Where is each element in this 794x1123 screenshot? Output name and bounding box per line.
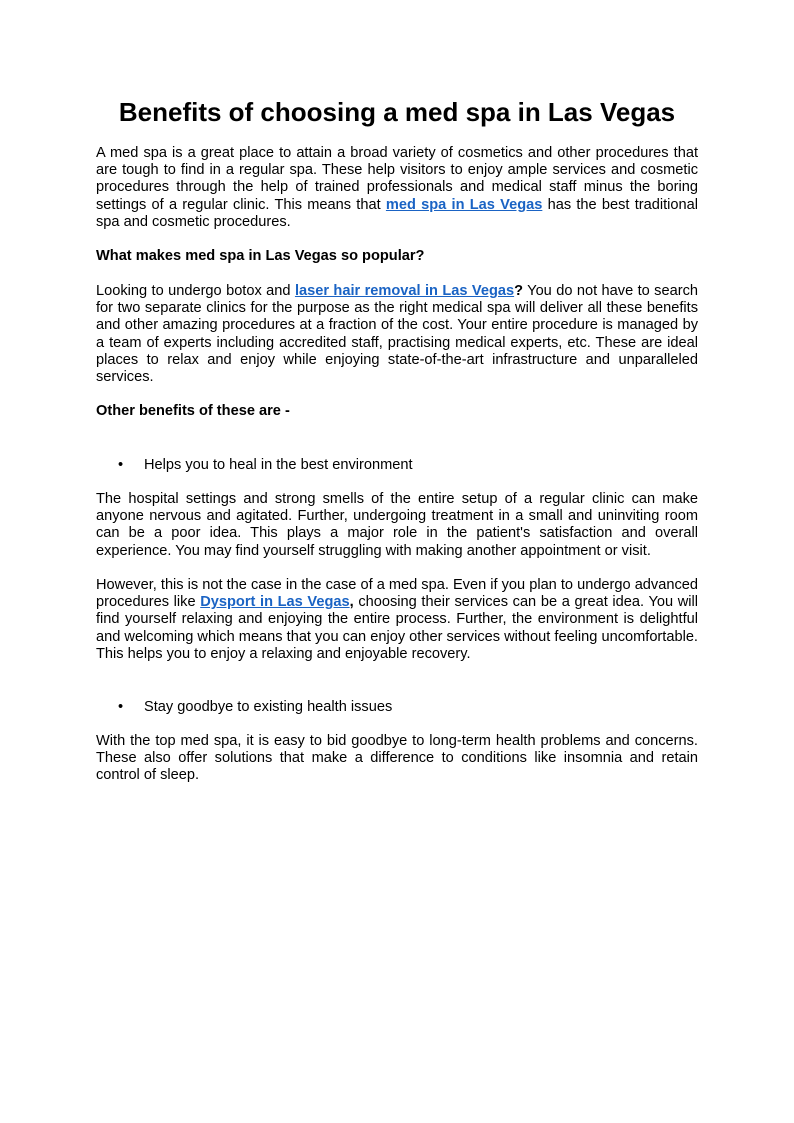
- text: Looking to undergo botox and: [96, 283, 295, 299]
- popular-paragraph: [96, 283, 698, 386]
- text: A med spa is a great place to attain a broad variety of cosmetics and other procedures that are tough to find in a regular spa. These help visitors to enjoy ample services and cosmetic procedures through the help of trained professionals and medical staff minus the boring settings of a regular clinic. This means that: [96, 145, 698, 213]
- hospital-paragraph: The hospital settings and strong smells of the entire setup of a regular clinic can make anyone nervous and agitated. Further, undergoing treatment in a small and uninviting room can be a poor idea. This plays a major role in the patient's satisfaction and overall experience. You may find yourself struggling with making another appointment or visit.: [96, 491, 698, 559]
- text: has the best traditional spa and cosmetic procedures.: [96, 196, 698, 230]
- dysport-link[interactable]: Dysport in Las Vegas: [200, 594, 350, 611]
- bullet-item: [118, 457, 413, 474]
- page-title: Benefits of choosing a med spa in Las Vegas: [118, 97, 676, 127]
- bullet-item: [118, 699, 392, 716]
- text: choosing their services can be a great idea. You will find yourself relaxing and enjoying the entire process. Further, the environment is delightful and welcoming which means that you can enjoy other services without feeling uncomfortable. This helps you to enjoy a relaxing and enjoyable recovery.: [96, 594, 698, 662]
- health-paragraph: With the top med spa, it is easy to bid goodbye to long-term health problems and concerns. These also offer solutions that make a difference to conditions like insomnia and retain control of sleep.: [96, 733, 698, 784]
- laser-hair-removal-link[interactable]: laser hair removal in Las Vegas: [294, 283, 515, 299]
- section-heading-popular: What makes med spa in Las Vegas so popular?: [96, 248, 425, 264]
- section-heading-benefits: Other benefits of these are -: [96, 403, 290, 419]
- question-mark: ?: [514, 283, 524, 299]
- however-paragraph: [96, 577, 698, 663]
- bullet-text: Helps you to heal in the best environment: [144, 457, 413, 473]
- bullet-text: Stay goodbye to existing health issues: [144, 699, 393, 715]
- bullet-icon: •: [118, 699, 124, 715]
- bullet-icon: •: [118, 457, 124, 473]
- med-spa-link[interactable]: med spa in Las Vegas: [385, 196, 543, 213]
- comma: ,: [349, 594, 354, 611]
- text: However, this is not the case in the case of a med spa. Even if you plan to undergo advanced procedures like: [96, 577, 698, 611]
- intro-paragraph: [96, 145, 698, 231]
- text: You do not have to search for two separate clinics for the purpose as the right medical spa will deliver all these benefits and other amazing procedures at a fraction of the cost. Your entire procedure is managed by a team of experts including accredited staff, practising medical experts, etc. These are ideal places to relax and enjoy while enjoying state-of-the-art infrastructure and unparalleled services.: [96, 283, 698, 386]
